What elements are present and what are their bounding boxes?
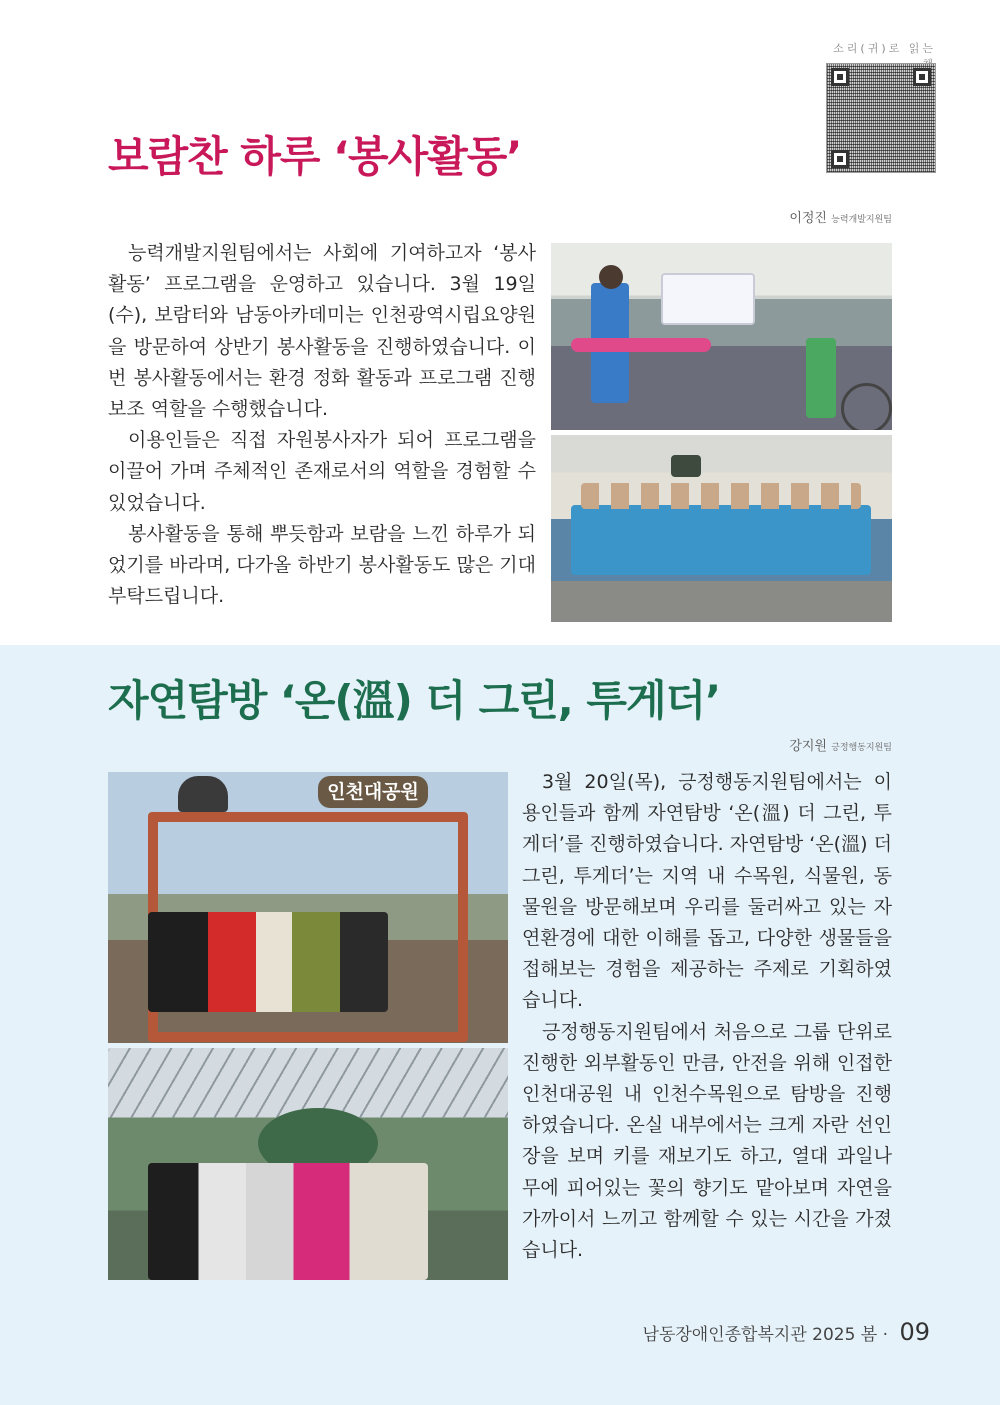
section1-author: [789, 207, 892, 226]
blurred-faces: [581, 483, 861, 509]
publication-name: 남동장애인종합복지관 2025 봄: [642, 1325, 878, 1345]
footer-separator: ·: [882, 1325, 889, 1345]
exercise-band: [571, 338, 711, 352]
group-photo-1: [551, 435, 892, 622]
volunteer-activity-photo: [551, 243, 892, 430]
section2-paragraph: 긍정행동지원팀에서 처음으로 그룹 단위로 진행한 외부활동인 만큼, 안전을 위해 인접한 인천대공원 내 인천수목원으로 탐방을 진행하였습니다. 온실 내부에서는 크게 자란 선인장을 보며 키를 재보기도 하고, 열대 과일나무에 피어있는 꽃의 향기도 맡아보며 자연을 가까이서 느끼고 함께할 수 있는 시간을 가졌습니다.: [522, 1020, 892, 1262]
section2-paragraph: 3월 20일(목), 긍정행동지원팀에서는 이용인들과 함께 자연탐방 ‘온(溫) 더 그린, 투게더’를 진행하였습니다. 자연탐방 ‘온(溫) 더 그린, 투게더’는 지역 내 수목원, 식물원, 동물원을 방문해보며 우리를 둘러싸고 있는 자연환경에 대한 이해를 돕고, 다양한 생물들을 접해보는 경험을 제공하는 주제로 기획하였습니다.: [522, 771, 892, 1012]
section2-author-name: 강지원: [789, 739, 827, 754]
section1-author-team: 능력개발지원팀: [831, 215, 892, 225]
qr-finder-icon: [831, 68, 849, 86]
person-head: [599, 265, 623, 289]
qr-finder-icon: [831, 150, 849, 168]
section2-author-team: 긍정행동지원팀: [831, 743, 892, 753]
wheelchair: [841, 383, 892, 430]
floor-sign: [671, 455, 701, 477]
section1-paragraph: 이용인들은 직접 자원봉사자가 되어 프로그램을 이끌어 가며 주체적인 존재로서의 역할을 경험할 수 있었습니다.: [108, 429, 536, 514]
section2-body: [522, 767, 892, 1266]
park-name-sign: 인천대공원: [318, 776, 428, 808]
group-of-people: [148, 912, 388, 1012]
person-figure: [806, 338, 836, 418]
section1-title: 보람찬 하루 ‘봉사활동’: [108, 132, 522, 181]
section1-paragraph: 능력개발지원팀에서는 사회에 기여하고자 ‘봉사활동’ 프로그램을 운영하고 있습니다. 3월 19일(수), 보람터와 남동아카데미는 인천광역시립요양원을 방문하여 상반기 봉사활동을 진행하였습니다. 이번 봉사활동에서는 환경 정화 활동과 프로그램 진행 보조 역할을 수행했습니다.: [108, 242, 536, 421]
greenhouse-group-photo: [108, 1048, 508, 1280]
section1-paragraph: 봉사활동을 통해 뿌듯함과 보람을 느낀 하루가 되었기를 바라며, 다가올 하반기 봉사활동도 많은 기대 부탁드립니다.: [108, 522, 536, 608]
group-of-people: [148, 1163, 428, 1280]
fox-icon: [178, 776, 228, 812]
whiteboard: [661, 273, 755, 325]
qr-label: 소리(귀)로 읽는: [833, 42, 936, 55]
section1-author-name: 이정진: [789, 211, 827, 226]
section2-title: 자연탐방 ‘온(溫) 더 그린, 투게더’: [108, 676, 721, 725]
qr-finder-icon: [913, 68, 931, 86]
section2-author: [789, 735, 892, 754]
park-group-photo: [108, 772, 508, 1043]
page-number: 09: [899, 1318, 930, 1346]
qr-code: [826, 63, 936, 173]
section1-body: [108, 238, 536, 612]
page-footer: [643, 1318, 930, 1346]
group-of-people: [571, 505, 871, 575]
